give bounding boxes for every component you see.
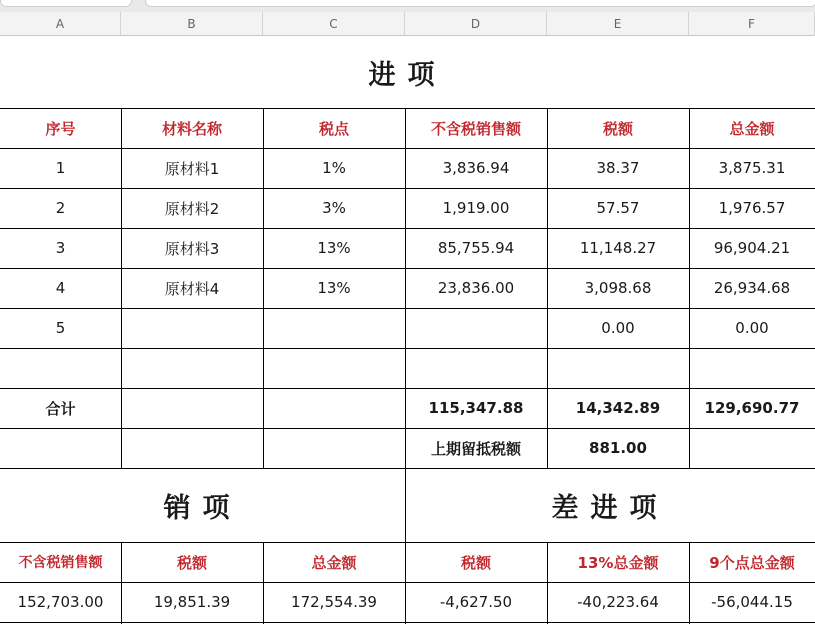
carryover-label[interactable]: 上期留抵税额 (430, 439, 521, 458)
bottom-header-diff-tax[interactable]: 税额 (460, 553, 491, 572)
bottom-value-9pt-total[interactable]: -56,044.15 (711, 593, 793, 611)
cell-no[interactable]: 4 (55, 279, 66, 297)
cell-no[interactable]: 2 (55, 199, 66, 217)
bottom-value-total[interactable]: 172,554.39 (291, 593, 377, 611)
cell-no[interactable]: 5 (55, 319, 66, 337)
cell-net[interactable]: 23,836.00 (437, 279, 515, 297)
grid-line (0, 348, 815, 349)
bottom-header-9pt-total[interactable]: 9个点总金额 (709, 553, 795, 572)
cell-tax[interactable]: 38.37 (596, 159, 640, 177)
cell-name[interactable]: 原材料1 (164, 159, 220, 178)
cell-net[interactable] (405, 308, 547, 348)
cell-rate[interactable]: 1% (322, 159, 346, 177)
column-header-c[interactable]: C (263, 12, 405, 36)
cell-total[interactable]: 3,875.31 (718, 159, 786, 177)
cell-name[interactable]: 原材料4 (164, 279, 220, 298)
cell-no[interactable]: 1 (55, 159, 66, 177)
bottom-value-diff-tax[interactable]: -4,627.50 (439, 593, 513, 611)
cell-total[interactable]: 1,976.57 (718, 199, 786, 217)
grid-line (0, 622, 815, 623)
cell-tax[interactable]: 57.57 (596, 199, 640, 217)
xiao-title[interactable]: 销项 (163, 492, 242, 524)
bottom-header-net[interactable]: 不含税销售额 (18, 555, 103, 571)
cell-net[interactable]: 3,836.94 (442, 159, 510, 177)
column-header-b[interactable]: B (121, 12, 263, 36)
header-cell-net[interactable]: 不含税销售额 (430, 119, 521, 138)
cell-tax[interactable]: 11,148.27 (579, 239, 657, 257)
carryover-value[interactable]: 881.00 (589, 439, 647, 457)
bottom-value-net[interactable]: 152,703.00 (17, 593, 104, 611)
total-net[interactable]: 115,347.88 (428, 399, 524, 417)
header-cell-rate[interactable]: 税点 (318, 119, 349, 138)
cell-name[interactable] (121, 308, 263, 348)
column-header-f[interactable]: F (689, 12, 815, 36)
cell-tax[interactable]: 0.00 (601, 319, 635, 337)
column-header-d[interactable]: D (405, 12, 547, 36)
header-cell-name[interactable]: 材料名称 (161, 119, 222, 138)
cell-rate[interactable]: 13% (317, 239, 351, 257)
cell-total[interactable]: 0.00 (735, 319, 769, 337)
cell-net[interactable]: 85,755.94 (437, 239, 515, 257)
cell-rate[interactable] (263, 308, 405, 348)
total-total[interactable]: 129,690.77 (704, 399, 800, 417)
cell-rate[interactable]: 3% (322, 199, 346, 217)
column-header-e[interactable]: E (547, 12, 689, 36)
bottom-header-13pct-total[interactable]: 13%总金额 (577, 553, 659, 572)
bottom-header-tax[interactable]: 税额 (176, 553, 207, 572)
bottom-value-13pct-total[interactable]: -40,223.64 (577, 593, 659, 611)
header-cell-tax[interactable]: 税额 (602, 119, 633, 138)
bottom-value-tax[interactable]: 19,851.39 (153, 593, 231, 611)
cell-name[interactable]: 原材料2 (164, 199, 220, 218)
jin-title[interactable]: 进项 (368, 59, 447, 91)
column-header-a[interactable]: A (0, 12, 121, 36)
total-label[interactable]: 合计 (45, 399, 76, 418)
total-tax[interactable]: 14,342.89 (575, 399, 661, 417)
cell-tax[interactable]: 3,098.68 (584, 279, 652, 297)
cha-title[interactable]: 差进项 (551, 492, 669, 524)
bottom-header-total[interactable]: 总金额 (311, 553, 357, 572)
cell-net[interactable]: 1,919.00 (442, 199, 510, 217)
header-cell-no[interactable]: 序号 (45, 119, 76, 138)
cell-no[interactable]: 3 (55, 239, 66, 257)
cell-rate[interactable]: 13% (317, 279, 351, 297)
header-cell-total[interactable]: 总金额 (729, 119, 775, 138)
cell-name[interactable]: 原材料3 (164, 239, 220, 258)
cell-total[interactable]: 96,904.21 (713, 239, 791, 257)
cell-total[interactable]: 26,934.68 (713, 279, 791, 297)
